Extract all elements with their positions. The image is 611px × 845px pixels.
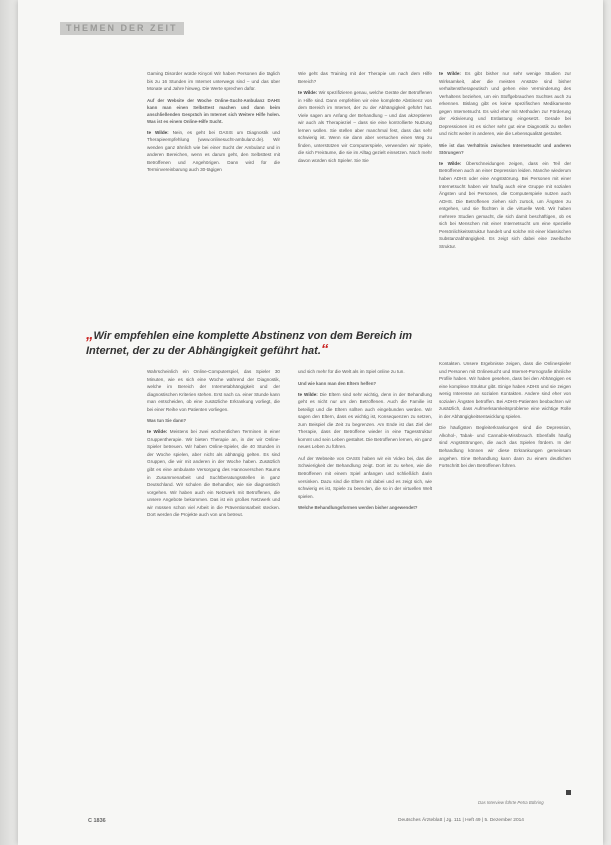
column-mid-bottom <box>298 368 432 515</box>
paragraph: und sich mehr für die Welt als im Spiel online zu tun. <box>298 369 405 374</box>
interview-signature: Das Interview führte Petra Bühring <box>478 800 544 805</box>
footer-publication: Deutsches Ärzteblatt | Jg. 111 | Heft 49 | 5. Dezember 2014 <box>398 818 524 823</box>
interview-question: Welche Behandlungsformen werden bisher angewendet? <box>298 505 418 511</box>
section-title: THEMEN DER ZEIT <box>60 22 184 35</box>
quote-close-mark: “ <box>320 341 329 358</box>
paragraph: Kontakten. Unsere Ergebnisse zeigen, dass die Onlinespieler und Personen mit Onlinesucht und Internet-Pornografie ähnliche Profile haben. Wir haben gesehen, dass bei den Abhängigen es eine komplexe Struktur gibt. Einige haben ADHS und sie zeigen wenig Interesse an sozialen Kontakten. Andere sind eher von sozialen Ängsten betroffen. Bei ADHS-Patienten beobachten wir zusätzlich, dass Aufmerksamkeitsprobleme eine wichtige Rolle in der Abhängigkeitsentwicklung spielen. <box>439 361 571 419</box>
speaker-label: te Wilde: <box>298 391 318 397</box>
speaker-label: te Wilde: <box>439 160 462 166</box>
paragraph: te Wilde: Die Eltern sind sehr wichtig, denn in der Behandlung geht es nicht nur um den Betroffenen. Auch die Familie ist beteiligt und die Eltern sollten auch eingebunden werden. Wir sagen den Eltern, dass es wichtig ist, Konsequenzen zu setzen, zum Beispiel die Zeit zu begrenzen. Am Ende ist das Ziel der Therapie, dass der Betroffene wieder in eine Tagesstruktur kommt und sein Leben gestaltet. Die Betroffenen lernen, ein ganz neues Leben zu führen. <box>298 391 432 450</box>
paragraph: Gaming Disorder würde Kinyori Wir haben Personen die täglich bis zu 16 Stunden im Internet unterwegs sind – und das über Monate und Jahre hinweg. Die Werte sprechen dafür. <box>147 71 280 92</box>
paragraph: Wie geht das Training mit der Therapie um nach dem Hilfe Bereich? <box>298 71 432 84</box>
footer-page-number: C 1836 <box>88 818 106 824</box>
column-right-top <box>439 70 571 254</box>
quote-text: Wir empfehlen eine komplette Abstinenz von dem Bereich im Internet, der zu der Abhängigkeit geführt hat. <box>86 330 413 357</box>
interview-question: Und wie kann man den Eltern helfen? <box>298 380 377 386</box>
paragraph: Die häufigsten Begleiterkrankungen sind die Depression, Alkohol-, Tabak- und Cannabis-Missbrauch. Ebenfalls häufig sind Angststörungen, die auch das Spielen fördern. In der Behandlung können wir diese Erkrankungen gemeinsam angehen. Eine Behandlung kann dann zu einem deutlichen Fortschritt bei den Betroffenen führen. <box>439 425 571 469</box>
speaker-label: te Wilde: <box>298 90 318 96</box>
paragraph: te Wilde: Überschneidungen zeigen, dass ein Teil der Betroffenen auch an einer Depression leiden. Manche wiederum haben ADHS oder eine Angststörung. Bei Personen mit einer Internetsucht haben wir häufig auch eine Gruppe mit sozialen Ängsten und bei Personen, die Computerspiele nutzen auch ADHS. Die Betroffenen ziehen sich zurück, um Ängsten zu entgehen, und sie flüchten in die virtuelle Welt. Wir haben mehrere Studien gemacht, die sich damit beschäftigen, ob es sich bei Menschen mit einer Internetsucht um eine spezielle Persönlichkeitsstruktur handelt und solche mit einer klassischen Substanzabhängigkeit. Es zeigt sich dabei eine zweifache Struktur. <box>439 160 571 249</box>
paragraph: Wahrscheinlich ein Online-Computerspiel, das Spieler 30 Minuten, wie es sich eine Woche während der Diagnostik, welche im Bereich der Internetabhängigkeit und der diagnostischen Kriterien stehen. Erst nach ca. einer Stunde kann man entscheiden, ob eine zusätzliche Erkrankung vorliegt, die bei einer Reihe von Patienten vorliegen. <box>147 369 280 412</box>
paragraph: te Wilde: Es gibt bisher nur sehr wenige Studien zur Wirksamkeit, aber die meisten Ansätze sind bisher verhaltenstherapeutisch und gehen eine Verminderung des Verhaltens beziehen, um ein Stoffgebrauchen Suchtes auch zu erkennen. Bislang gibt es keine spezifischen Medikamente gegen Internetsucht. Es wird eher mit Methoden zur Förderung der Aktivierung und Entlastung eingesetzt. Gerade bei Depressionen ist es sicher sehr gut eine Diagnostik zu stellen und nicht weiter in anderen, wie die Lebensqualität gestaltet. <box>439 71 571 137</box>
interview-question: Auf der Website der Woche Online-Sucht-Ambulanz DAHS kann man einen Selbsttest machen und dann beim anschließenden Gespräch im Internet sich Weitere Hilfe holen. Was ist es einem Online-Hilfe Sucht. <box>147 97 280 124</box>
column-right-bottom <box>439 360 571 474</box>
interview-question: Wie ist das Verhältnis zwischen Internetsucht und anderen Störungen? <box>439 142 571 155</box>
page-fold-shadow <box>0 0 18 845</box>
paragraph: Auf der Webseite von OASIS haben wir ein Video bei, das die Schwierigkeit der Behandlung zeigt. Dort ist zu sehen, wie die Betroffenen mit einem Spiel anfangen und schließlich darin versinken. Dazu sind die Eltern mit dabei und es zeigt sich, wie schwierig es ist, Spiele zu beenden, die so in der virtuellen Welt spielen. <box>298 455 432 499</box>
column-left-top <box>147 70 280 178</box>
speaker-label: te Wilde: <box>147 129 169 135</box>
column-left-bottom <box>147 368 280 523</box>
interview-question: Was tun Sie dann? <box>147 418 187 424</box>
column-mid-top <box>298 70 432 169</box>
speaker-label: te Wilde: <box>439 71 461 76</box>
paragraph: te Wilde: Wir spezifizieren genau, welche Geräte der Betroffenen in Hilfe sind. Dann empfehlen wir eine komplette Abstinenz von dem Bereich im Internet, der zu der Abhängigkeit geführt hat. Viele sagen am Anfang der Behandlung – und das akzeptieren wir auch als Therapieziel – dass sie eine kontrollierte Nutzung lernen wollen. Sie stellen aber manchmal fest, dass das sehr schwierig ist. Wenn sie dann aber versuchen einen Weg zu finden, unterstützen wir Computerspiele, verwenden wir Spiele, die sich Freiräume, die sie im Alltag gezielt einsetzen. Noch mehr davon würden sich Spieler. Sie Sie <box>298 90 432 164</box>
paragraph: te Wilde: Meistens bei zwei wöchentlichen Terminen in einer Gruppentherapie. Wir bieten Therapie an, in der wir Online-Spieler betreuen. Wir haben Online-Spieler, die 40 Stunden in der Woche spielen, aber nicht als abhängig gelten. Es sind Gruppen, die wir mit anderen in der Woche haben. Zusätzlich gibt es eine ambulante Versorgung des Hannoverschen Raums in Zusammenarbeit und Suchtberatungsstellen in ganz Deutschland. Wir schulen die Behandler, wie sie diagnostisch vorgehen. Wir haben auch ein Netzwerk mit Betroffenen, die unsere Angebote bekommen. Das ist ein großes Netzwerk und wir müssen schon viel Arbeit in die Präventionsarbeit stecken. Dort werden die Projekte auch von uns betreut. <box>147 429 280 518</box>
paragraph: te Wilde: Nein, es geht bei OASIS um Diagnostik und Therapieempfehlung (www.onlinesucht-ambulanz.de). Wir wenden ganz ähnlich wie bei einer Sucht der Ambulanz und in anderen Bereichen, wenn es darum geht, den Selbsttest mit Betroffenen und Angehörigen. Dann wird für die Terminvereinbarung auch 30-tägigen <box>147 129 280 173</box>
article-end-mark <box>566 790 571 795</box>
pull-quote <box>86 328 442 358</box>
speaker-label: te Wilde: <box>147 429 168 435</box>
quote-open-mark: „ <box>86 326 94 343</box>
